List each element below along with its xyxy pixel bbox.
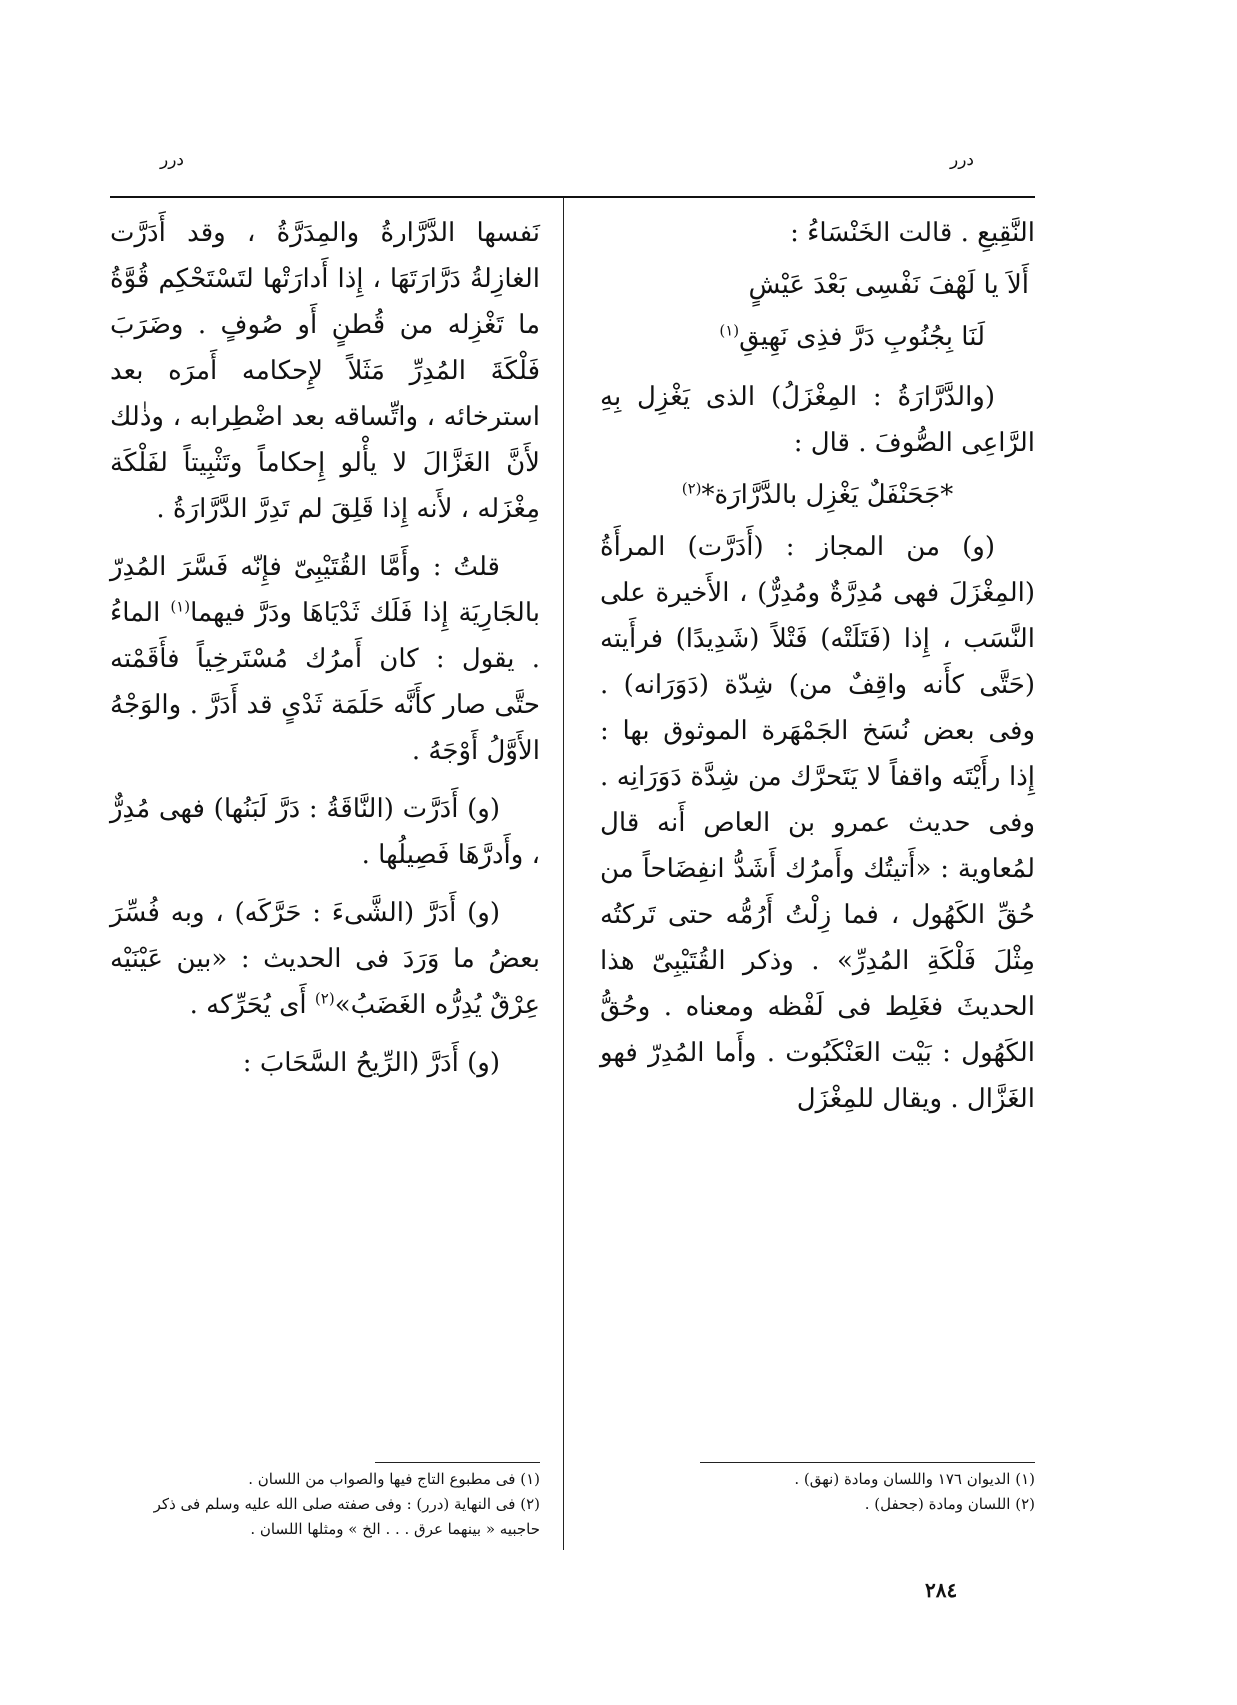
verse-2-text: *جَحَنْفَلٌ يَغْزِل بالدَّرَّارَة*: [701, 480, 954, 510]
footnote-ref: (٢): [314, 989, 335, 1008]
column-divider: [563, 198, 564, 1550]
verse-1-line-2-text: لَنَا بِجُنُوبِ دَرَّ فذِى نَهِيقِ: [739, 322, 985, 352]
left-paragraph-1: نَفسها الدَّرَّارةُ والمِدَرَّةُ ، وقد أَدَرَّت الغازِلةُ دَرَّارَتَهَا ، إِذا أَدارَتْها لتَسْتَحْكِم قُوَّةُ ما تَغْزِله من قُطنٍ أَو صُوفٍ . وضَرَبَ فَلْكَةَ المُدِرِّ مَثَلاً لإِحكامه أَمرَه بعد استرخائه ، واتِّساقه بعد اضْطِرابه ، وذٰلك لأَنَّ الغَزَّالَ لا يأْلو إِحكاماً وتَثْبِيتاً لفَلْكَة مِغْزَله ، لأَنه إِذا قَلِقَ لم تَدِرَّ الدَّرَّارَةُ .: [110, 218, 540, 524]
left-paragraph-4b: أَى يُحَرِّكه .: [189, 990, 307, 1020]
right-paragraph-2: (والدَّرَّارَةُ : المِغْزَلُ) الذى يَغْزِل بِهِ الرَّاعِى الصُّوفَ . قال :: [600, 382, 1035, 458]
left-footnote-1: (١) فى مطبوع التاج فيها والصواب من اللسان .: [248, 1470, 540, 1488]
left-paragraph-3: (و) أَدَرَّت (النَّاقَةُ : دَرَّ لَبَنُها) فهى مُدِرٌّ ، وأَدرَّهَا فَصِيلُها .: [110, 794, 540, 870]
left-paragraph-2b: الماءُ . يقول : كان أَمرُك مُسْتَرخِياً فأَقَمْته حتَّى صار كأَنَّه حَلَمَة ثَدْىٍ قد أَدَرَّ . والوَجْهُ الأَوَّلُ أَوْجَهُ .: [110, 598, 540, 766]
left-paragraph-5: (و) أَدَرَّ (الرِّيحُ السَّحَابَ :: [242, 1048, 500, 1078]
page-number: ٢٨٤: [925, 1578, 958, 1602]
left-paragraph-2a: قلتُ : وأَمَّا القُتَيْبِىّ فإِنّه فَسَّرَ المُدِرّ بالجَارِيَة إِذا فَلَك ثَدْيَاهَا ودَرَّ فيهما: [110, 552, 541, 628]
running-header-left: درر: [160, 150, 184, 170]
left-column: [110, 210, 540, 1092]
footnote-rule-left: [375, 1462, 540, 1463]
left-paragraph-2: [110, 544, 540, 774]
running-header-right: درر: [950, 150, 974, 170]
right-column: [600, 210, 1035, 1128]
left-footnote-2: (٢) فى النهاية (درر) : وفى صفته صلى الله عليه وسلم فى ذكر حاجبيه « بينهما عرق . . . الخ » ومثلها اللسان .: [153, 1495, 540, 1538]
left-footnotes: [110, 1467, 540, 1542]
footnote-ref: (١): [170, 597, 191, 616]
footnote-ref: (٢): [681, 479, 702, 498]
left-paragraph-4a: (و) أَدَرَّ (الشَّىءَ : حَرَّكَه) ، وبه فُسِّرَ بعضُ ما وَرَدَ فى الحديث : «بين عَيْنَيْه عِرْقٌ يُدِرُّه الغَضَبُ»: [110, 898, 540, 1020]
verse-1-line-2: [600, 314, 1035, 360]
footnote-ref: (١): [719, 321, 740, 340]
right-footnote-1: (١) الديوان ١٧٦ واللسان ومادة (نهق) .: [794, 1470, 1035, 1488]
verse-1-line-1: أَلاَ يا لَهْفَ نَفْسِى بَعْدَ عَيْشٍ: [748, 270, 1029, 300]
right-paragraph-3: (و) من المجاز : (أَدَرَّت) المرأَةُ (المِغْزَلَ فهى مُدِرَّةٌ ومُدِرٌّ) ، الأَخيرة على النَّسَب ، إِذا (فَتَلَتْه) فَتْلاً (شَدِيدًا) فرأَيته (حَتَّى كأَنه واقِفٌ من) شِدّة (دَوَرَانه) . وفى بعض نُسَخ الجَمْهَرة الموثوق بها : إِذا رأَيْتَه واقفاً لا يَتَحرَّك من شِدَّة دَوَرَانِه . وفى حديث عمرو بن العاص أَنه قال لمُعاوية : «أَتيتُك وأَمرُك أَشَدُّ انفِضَاحاً من حُقِّ الكَهُول ، فما زِلْتُ أَرُمُّه حتى تَركتُه مِثْلَ فَلْكَةِ المُدِرِّ» . وذكر القُتَيْبِىّ هذا الحديثَ فغَلِط فى لَفْظه ومعناه . وحُقُّ الكَهُول : بَيْت العَنْكَبُوت . وأَما المُدِرّ فهو الغَزَّال . ويقال للمِغْزَل: [600, 532, 1035, 1114]
right-footnotes: [700, 1462, 1035, 1517]
verse-2: [600, 472, 1035, 518]
right-paragraph-1: النَّقِيعِ . قالت الخَنْسَاءُ :: [790, 218, 1035, 248]
header-rule: [110, 196, 1035, 198]
right-footnote-2: (٢) اللسان ومادة (جحفل) .: [864, 1495, 1035, 1513]
left-paragraph-4: [110, 890, 540, 1028]
